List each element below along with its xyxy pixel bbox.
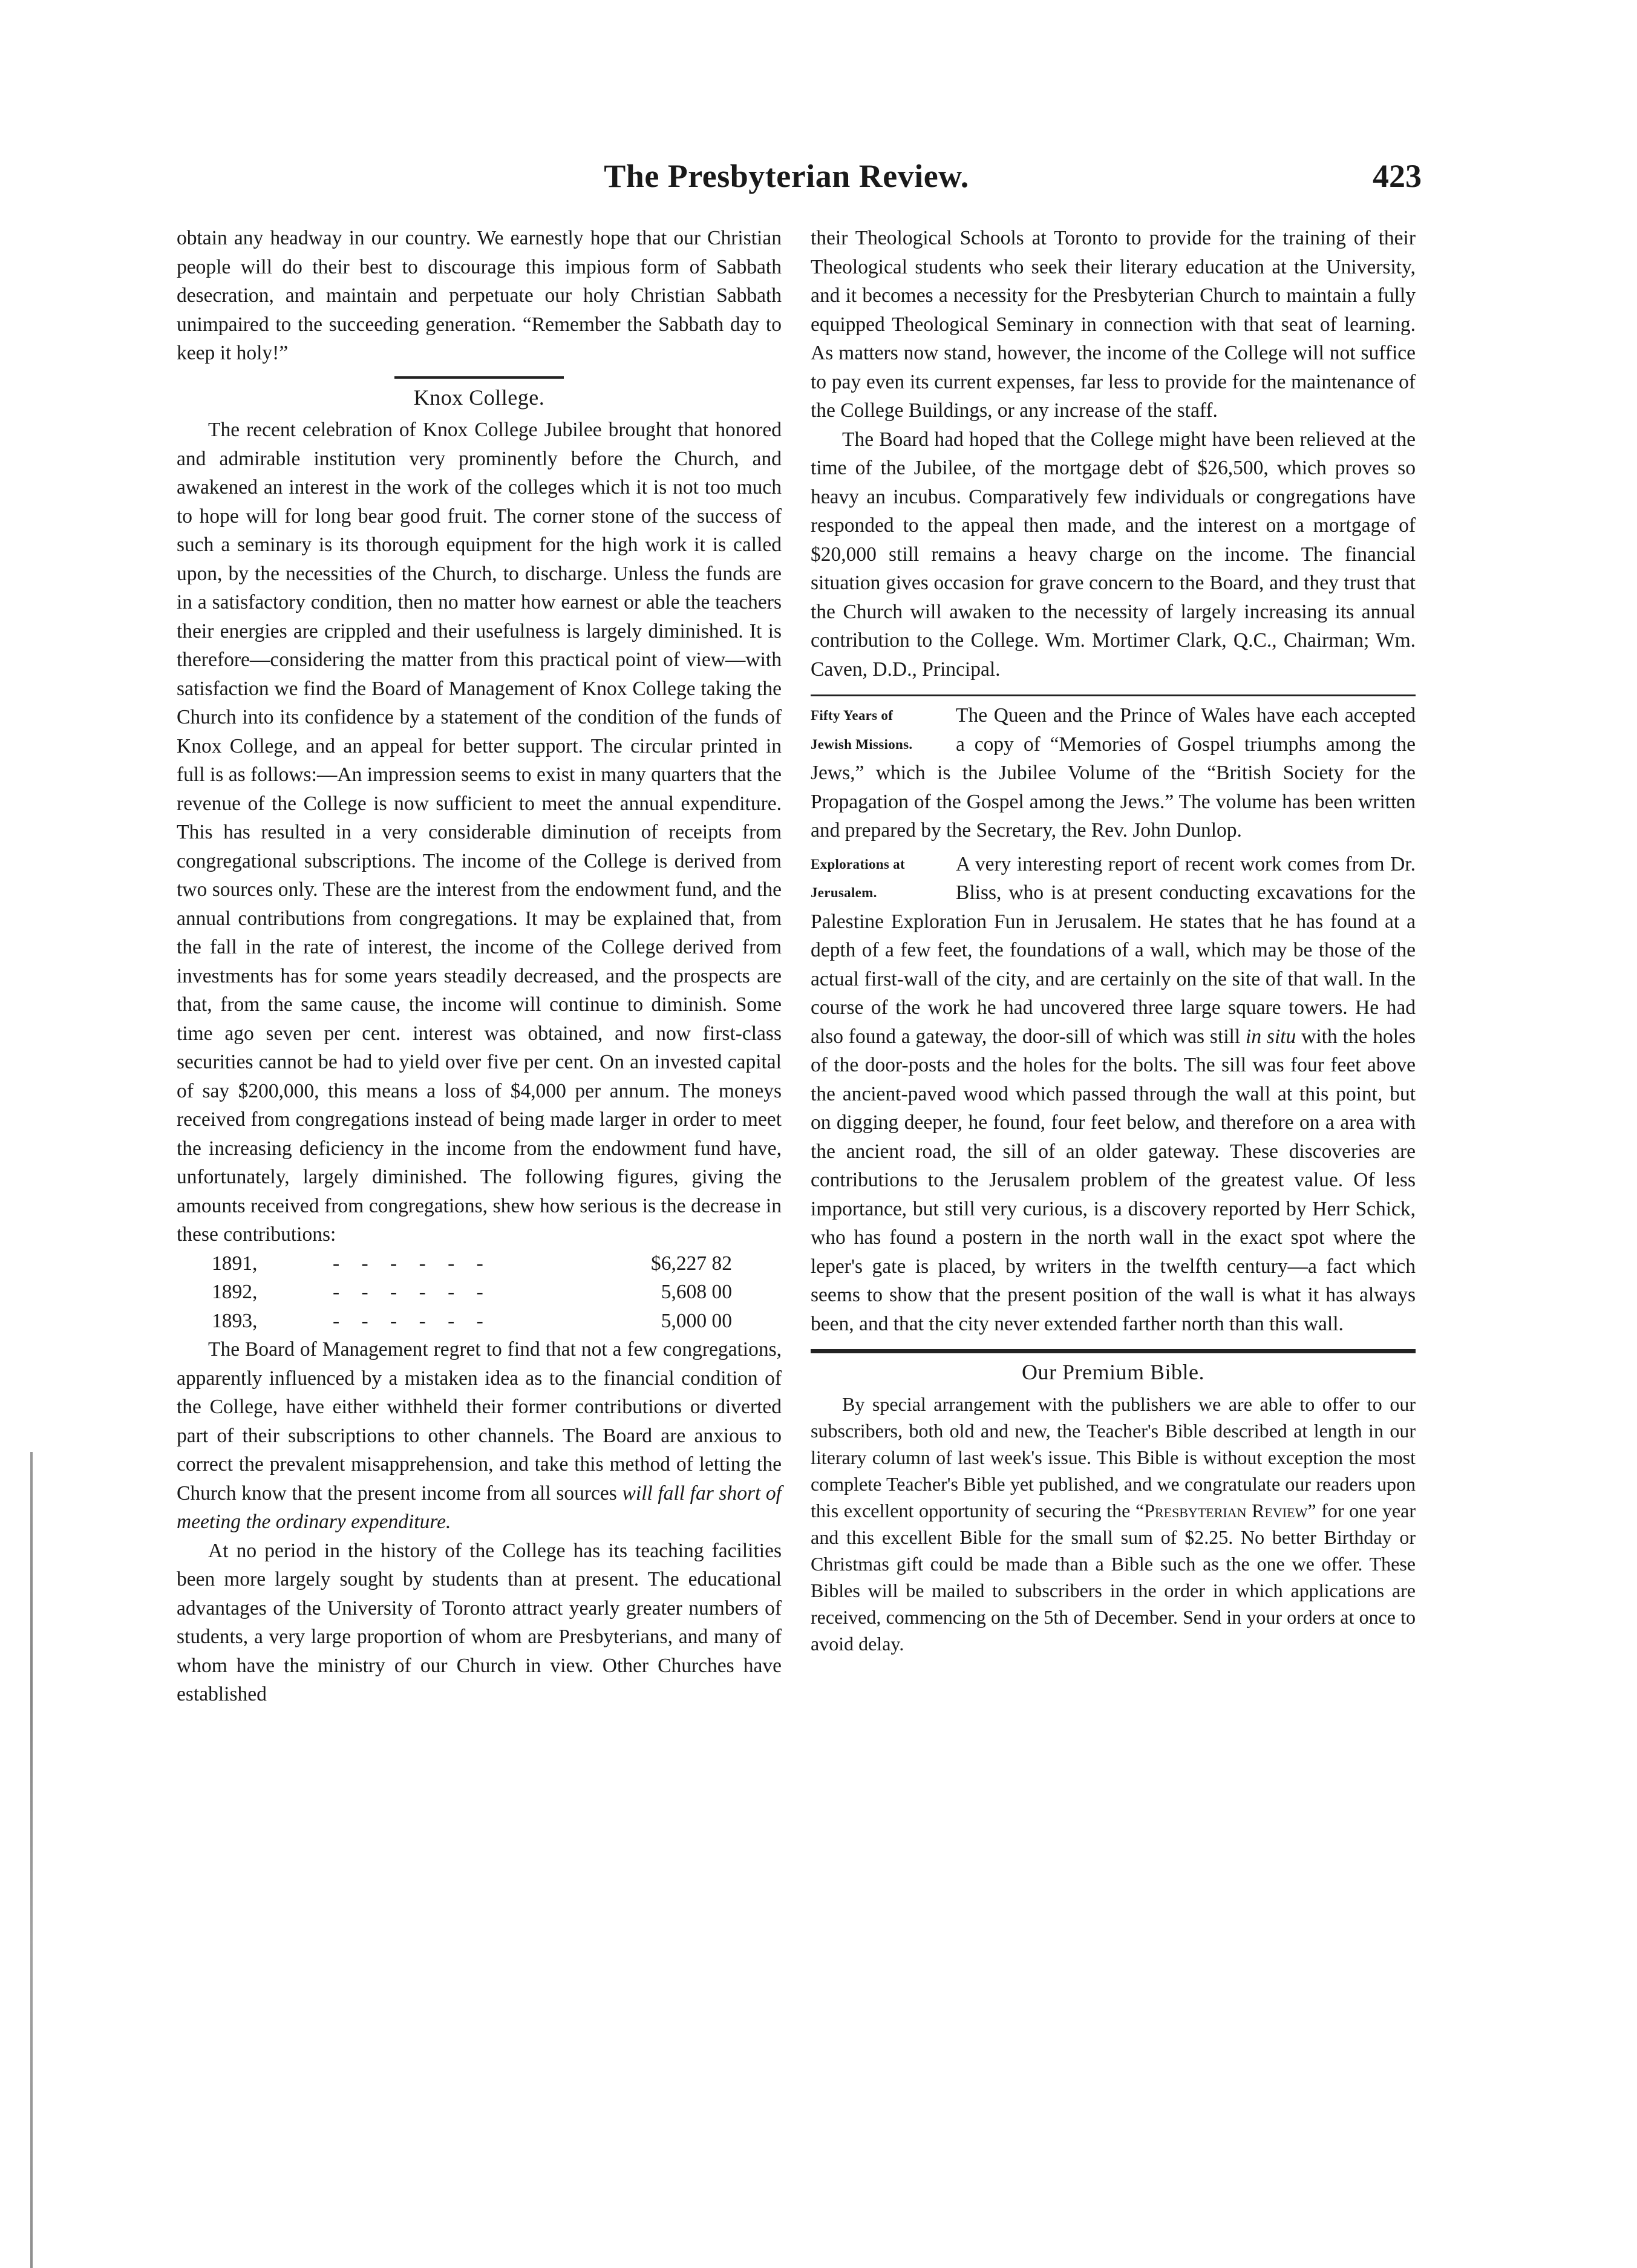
- review-small-caps: Presbyterian Review: [1144, 1499, 1308, 1521]
- premium-bible-paragraph: [811, 1391, 1416, 1657]
- jerusalem-item: [811, 850, 1416, 1339]
- sidehead-line: Fifty Years of: [811, 708, 894, 723]
- page-number: 423: [1373, 158, 1422, 194]
- contribution-amount: 5,608 00: [661, 1281, 732, 1303]
- leader-dots: - - - - - -: [333, 1309, 492, 1332]
- jewish-missions-item: [811, 701, 1416, 845]
- knox-continuation-paragraph: their Theological Schools at Toronto to provide for the training of their Theological students who seek their literary education at the University, and it becomes a necessity for the Presbyterian Church to maintain a fully equipped Theological Seminary in connection with that seat of learning. As matters now stand, however, the income of the College will not suffice to pay even its current expenses, far less to provide for the maintenance of the College Buildings, or any increase of the staff.: [811, 227, 1416, 422]
- page-header: [151, 157, 1422, 206]
- jewish-missions-sidehead: [811, 701, 951, 759]
- mortgage-paragraph: The Board had hoped that the College might have been relieved at the time of the Jubilee, of the mortgage debt of $26,500, which proves so heavy an incubus. Comparatively few individuals or congregations have responded to the appeal then made, and the interest on a mortgage of $20,000 still remains a heavy charge on the income. The financial situation gives occasion for grave concern to the Board, and they trust that the Church will awaken to the necessity of largely increasing its annual contribution to the College. Wm. Mortimer Clark, Q.C., Chairman; Wm. Caven, D.D., Principal.: [811, 428, 1416, 681]
- binding-margin-mark: [30, 1452, 33, 2268]
- running-title: The Presbyterian Review.: [604, 158, 969, 194]
- contribution-year: 1891,: [212, 1252, 258, 1275]
- jerusalem-text-part: A very interesting report of recent work comes from Dr. Bliss, who is at present conducting excavations for the Palestine Exploration Fun in Jerusalem. He states that he has found at a depth of a few feet, the foundations of a wall, which may be those of the actual first-wall of the city, and are certainly on the site of that wall. In the course of the work he had uncovered three large square towers. He had also found a gateway, the door-sill of which was still: [811, 852, 1416, 1048]
- contributions-row: [212, 1307, 732, 1336]
- contribution-amount: $6,227 82: [651, 1252, 732, 1275]
- contribution-amount: 5,000 00: [661, 1309, 732, 1332]
- knox-college-heading: Knox College.: [413, 385, 545, 410]
- contributions-table: [212, 1249, 782, 1336]
- knox-college-paragraph: The recent celebration of Knox College Jubilee brought that honored and admirable institution very prominently before the Church, and awakened an interest in the work of the colleges which it is not too much to hope will for long bear good fruit. The corner stone of the success of such a seminary is its thorough equipment for the high work it is called upon, by the necessities of the Church, to discharge. Unless the funds are in a satisfactory condition, then no matter how earnest or able the teachers their energies are crippled and their usefulness is largely diminished. It is therefore—considering the matter from this practical point of view—with satisfaction we find the Board of Management of Knox College taking the Church into its confidence by a statement of the condition of the funds of Knox College, and an appeal for better support. The circular printed in full is as follows:—An impression seems to exist in many quarters that the revenue of the College is now sufficient to meet the annual expenditure. This has resulted in a very considerable diminution of receipts from congregational subscriptions. The income of the College is derived from two sources only. These are the interest from the endowment fund, and the annual contributions from congregations. It may be explained that, from the fall in the rate of interest, the income of the College derived from investments has for some years steadily decreased, and the prospects are that, from the same cause, the income will continue to diminish. Some time ago seven per cent. interest was obtained, and now first-class securities cannot be had to yield over five per cent. On an invested capital of say $200,000, this means a loss of $4,000 per annum. The moneys received from congregations instead of being made larger in order to meet the increasing deficiency in the income from the endowment fund have, unfortunately, largely diminished. The following figures, giving the amounts received from congregations, shew how serious is the decrease in these contributions:: [177, 419, 782, 1246]
- contributions-row: [212, 1249, 732, 1278]
- board-regret-paragraph: [177, 1335, 782, 1537]
- premium-text-part: By special arrangement with the publishers we are able to offer to our subscribers, both old and new, the Teacher's Bible described at length in our literary column of last week's issue. This Bible is without exception the most complete Teacher's Bible yet published, and we congratulate our readers upon this excellent opportunity of securing the “: [811, 1393, 1416, 1521]
- board-regret-text: The Board of Management regret to find that not a few congregations, apparently influenced by a mistaken idea as to the financial condition of the College, have either withheld their former contributions or diverted part of their subscriptions to other channels. The Board are anxious to correct the prevalent misapprehension, and take this method of letting the Church know that the present income from all sources: [177, 1338, 782, 1505]
- premium-bible-heading: Our Premium Bible.: [1022, 1360, 1204, 1384]
- jerusalem-sidehead: [811, 850, 951, 907]
- section-divider: [811, 694, 1416, 696]
- left-column: [177, 224, 782, 1709]
- premium-text-part: ” for one year and this excellent Bible for the small sum of $2.25. No better Birthday or Christmas gift could be made than a Bible such as the one we offer. These Bibles will be mailed to subscribers in the order in which applications are received, commencing on the 5th of December. Send in your orders at once to avoid delay.: [811, 1499, 1416, 1655]
- right-column: [811, 224, 1416, 1657]
- leader-dots: - - - - - -: [333, 1252, 492, 1275]
- jerusalem-text-part: with the holes of the door-posts and the holes for the bolts. The sill was four feet above the ancient-paved wood which passed through the wall at this point, but on digging deeper, he found, four feet below, and therefore on a area with the ancient road, the sill of an older gateway. These discoveries are contributions to the Jerusalem problem of the greatest value. Of less importance, but still very curious, is a discovery reported by Herr Schick, who has found a postern in the north wall in the exact spot where the leper's gate is placed, by writers in the twelfth century—a fact which seems to show that the present position of the wall is what it has always been, and that the city never extended farther north than this wall.: [811, 1025, 1416, 1335]
- jewish-missions-text: The Queen and the Prince of Wales have each accepted a copy of “Memories of Gospel triumphs among the Jews,” which is the Jubilee Volume of the “British Society for the Propagation of the Gospel among the Jews.” The volume has been written and prepared by the Secretary, the Rev. John Dunlop.: [811, 704, 1416, 842]
- jerusalem-text: [811, 850, 1416, 1339]
- sidehead-line: Jerusalem.: [811, 885, 877, 900]
- section-divider-heavy: [811, 1349, 1416, 1353]
- contributions-row: [212, 1278, 732, 1307]
- board-regret-italic: will fall far short of meeting the ordinary expenditure.: [177, 1482, 782, 1533]
- sidehead-line: Jewish Missions.: [811, 736, 913, 752]
- sidehead-line: Explorations at: [811, 856, 905, 872]
- section-divider: [394, 376, 564, 379]
- sabbath-paragraph-end: obtain any headway in our country. We earnestly hope that our Christian people will do their best to discourage this impious form of Sabbath desecration, and maintain and perpetuate our holy Christian Sabbath unimpaired to the succeeding generation. “Remember the Sabbath day to keep it holy!”: [177, 227, 782, 364]
- teaching-facilities-paragraph: At no period in the history of the College has its teaching facilities been more largely sought by students than at present. The educational advantages of the University of Toronto attract yearly greater numbers of students, a very large proportion of whom are Presbyterians, and many of whom have the ministry of our Church in view. Other Churches have established: [177, 1539, 782, 1705]
- contribution-year: 1892,: [212, 1281, 258, 1303]
- leader-dots: - - - - - -: [333, 1281, 492, 1303]
- contribution-year: 1893,: [212, 1309, 258, 1332]
- jerusalem-italic: in situ: [1246, 1025, 1296, 1048]
